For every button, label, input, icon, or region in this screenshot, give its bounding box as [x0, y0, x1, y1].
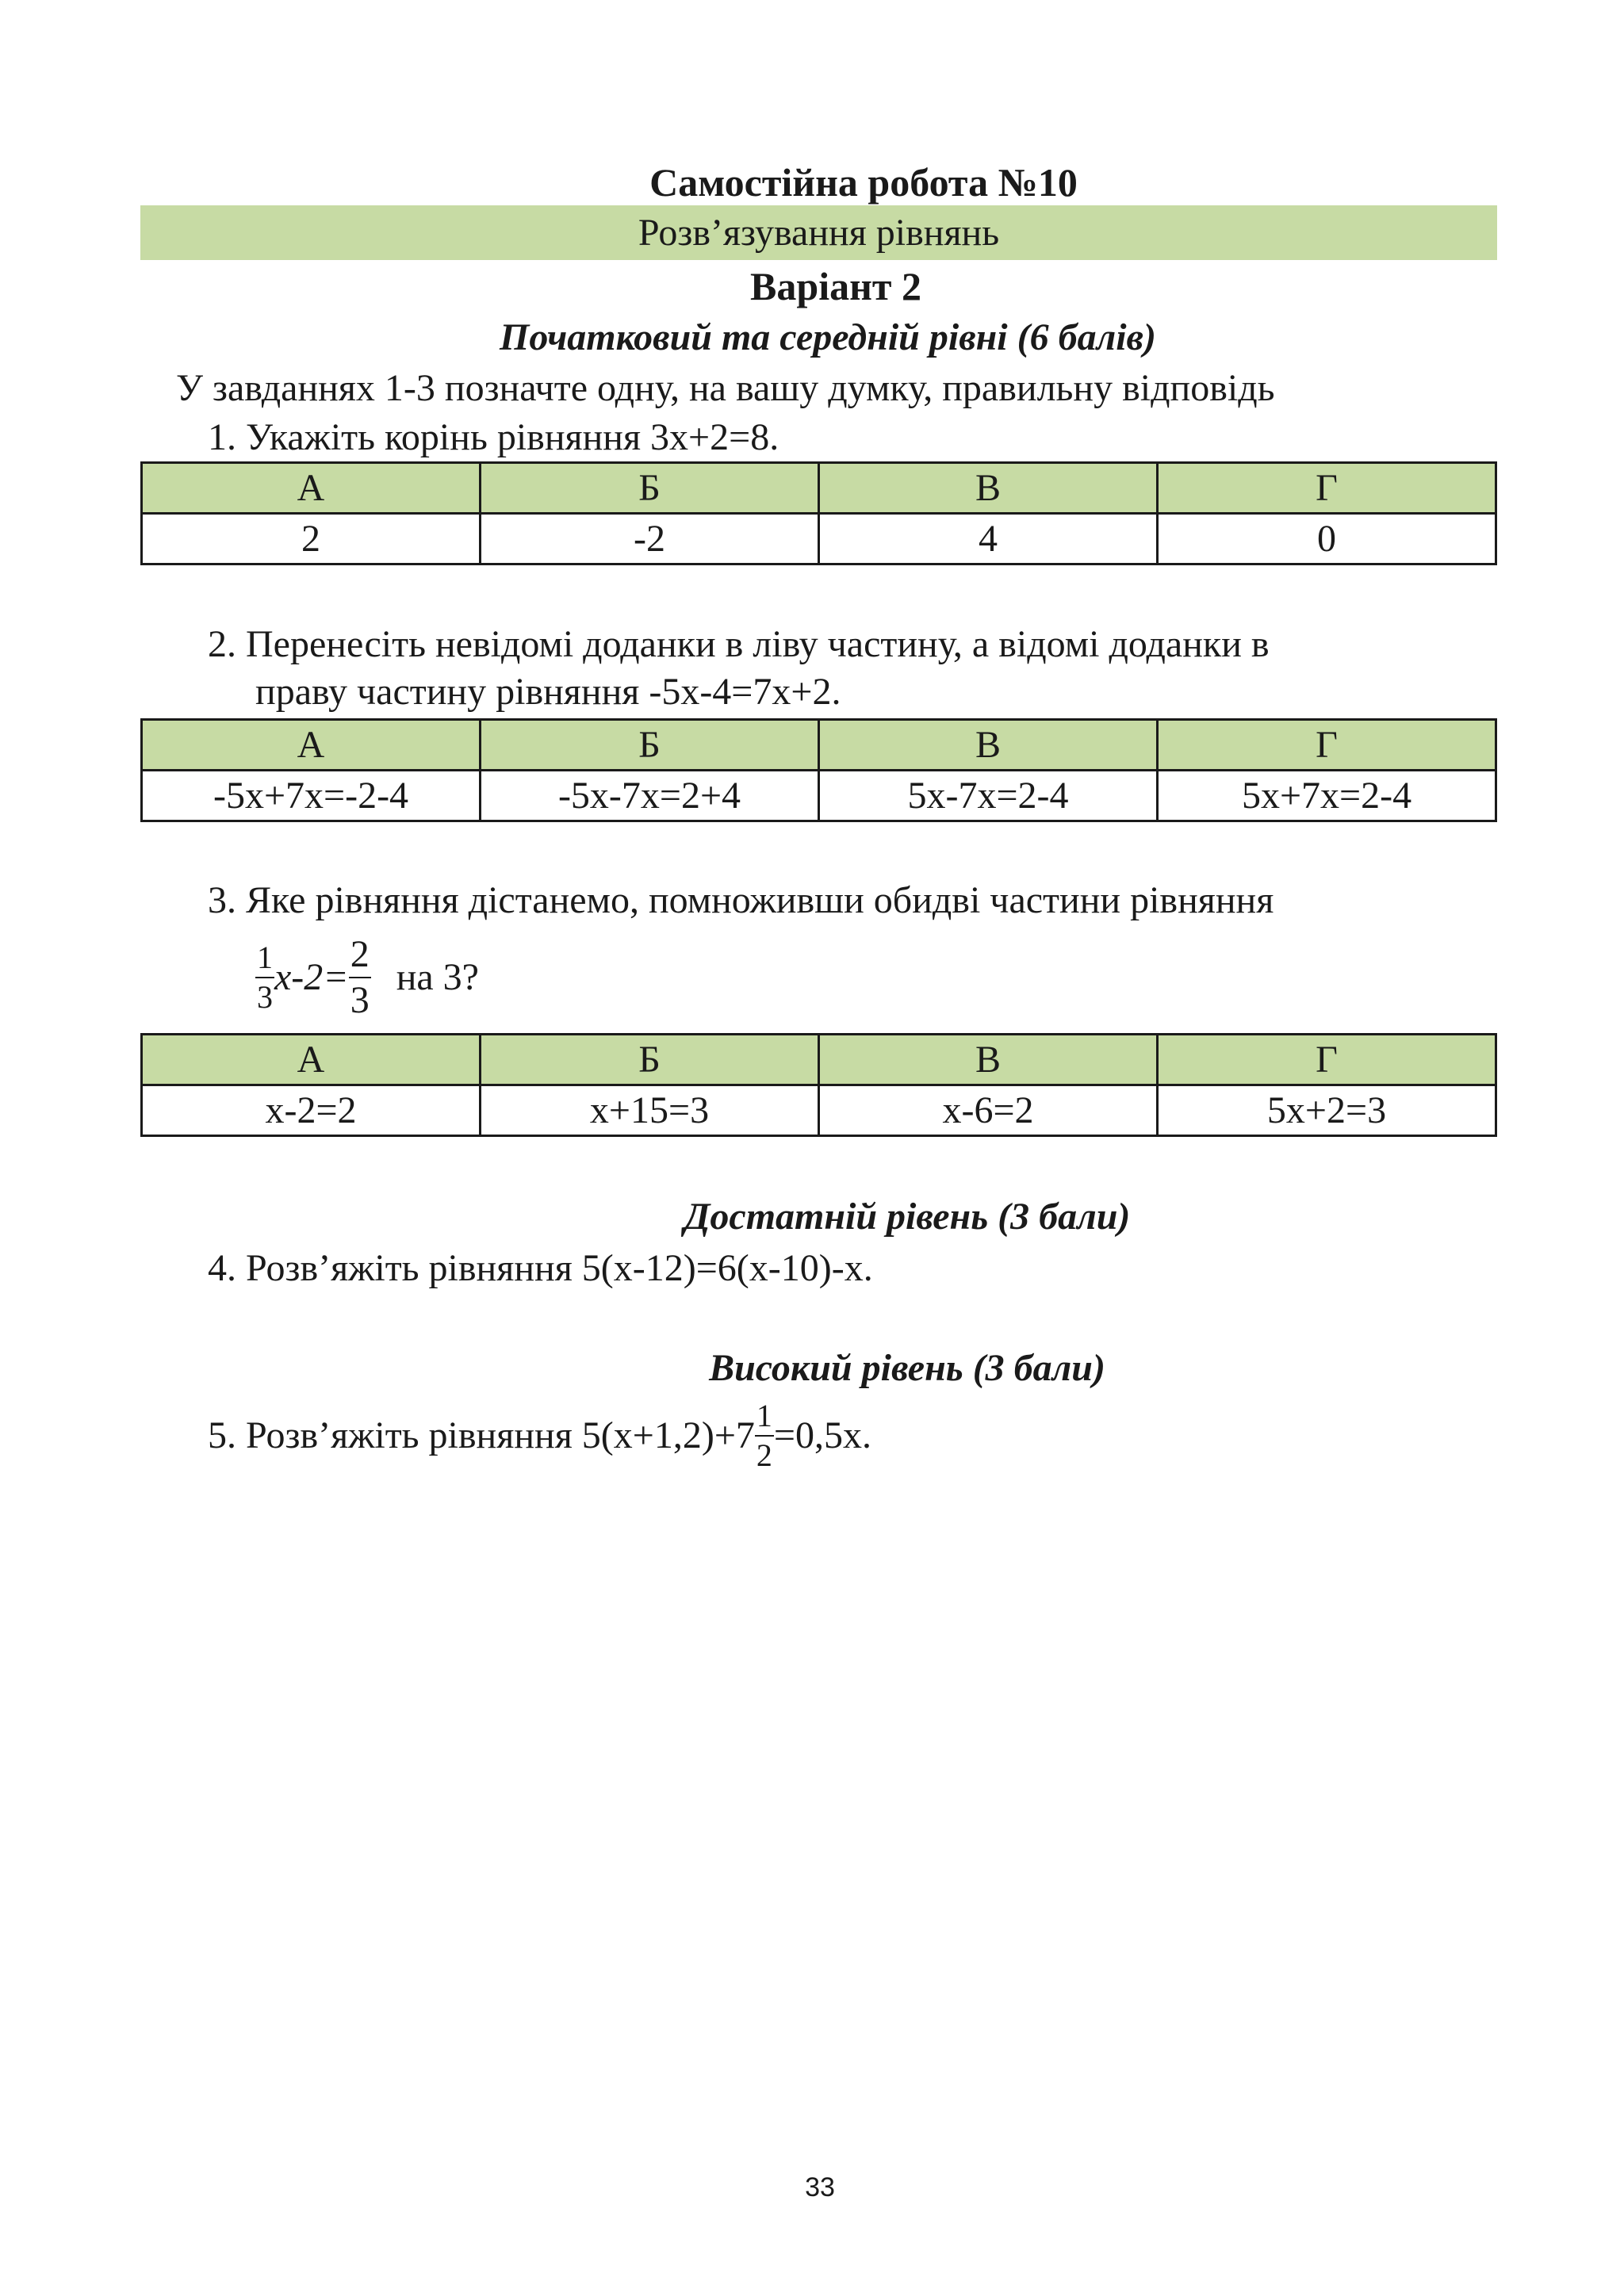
option-value[interactable]: -5x-7x=2+4 — [481, 771, 819, 821]
question-text: Укажіть корінь рівняння 3x+2=8. — [246, 416, 779, 458]
question-number: 1. — [208, 416, 236, 458]
option-letter[interactable]: Г — [1158, 1035, 1496, 1085]
page-number: 33 — [805, 2172, 835, 2202]
option-letter[interactable]: А — [142, 720, 481, 771]
topic-banner: Розв’язування рівнянь — [140, 205, 1497, 260]
option-letter[interactable]: А — [142, 463, 481, 514]
question-number: 2. — [208, 623, 236, 665]
question-number: 4. — [208, 1247, 236, 1289]
question-5 — [208, 1400, 871, 1471]
question-text: Розв’яжіть рівняння 5(x+1,2)+7 — [246, 1414, 755, 1456]
option-letter[interactable]: В — [819, 720, 1158, 771]
option-letter[interactable]: Г — [1158, 463, 1496, 514]
question-2 — [208, 620, 1270, 669]
option-value[interactable]: -2 — [481, 514, 819, 564]
option-value[interactable]: 5x-7x=2-4 — [819, 771, 1158, 821]
answer-table-q3 — [140, 1033, 1497, 1137]
option-letter[interactable]: Б — [481, 1035, 819, 1085]
option-value[interactable]: x-2=2 — [142, 1085, 481, 1136]
fraction: $\frac{1}{2}$ — [756, 1398, 772, 1473]
question-number: 3. — [208, 879, 236, 921]
option-value[interactable]: x-6=2 — [819, 1085, 1158, 1136]
option-value[interactable]: 0 — [1158, 514, 1496, 564]
option-value[interactable]: 2 — [142, 514, 481, 564]
equation-part: x-2= — [274, 956, 349, 998]
instructions-text: У завданнях 1-3 позначте одну, на вашу думку, правильну відповідь — [176, 367, 1275, 409]
question-text: Розв’яжіть рівняння 5(x-12)=6(x-10)-x. — [246, 1247, 873, 1289]
equation-tail: =0,5x. — [773, 1414, 871, 1456]
level-sufficient-heading: Достатній рівень (3 бали) — [684, 1196, 1131, 1238]
fraction: $\frac{2}{3}$ — [350, 933, 370, 1021]
option-value[interactable]: x+15=3 — [481, 1085, 819, 1136]
option-letter[interactable]: Б — [481, 720, 819, 771]
option-value[interactable]: 4 — [819, 514, 1158, 564]
worksheet-title: Самостійна робота №10 — [649, 160, 1078, 205]
option-letter[interactable]: В — [819, 463, 1158, 514]
question-3 — [208, 876, 1274, 925]
option-letter[interactable]: А — [142, 1035, 481, 1085]
option-letter[interactable]: Б — [481, 463, 819, 514]
option-value[interactable]: -5x+7x=-2-4 — [142, 771, 481, 821]
question-4 — [208, 1244, 873, 1293]
level-high-heading: Високий рівень (3 бали) — [709, 1347, 1105, 1389]
answer-table-q2 — [140, 718, 1497, 822]
level-basic-heading: Початковий та середній рівні (6 балів) — [500, 316, 1156, 358]
option-value[interactable]: 5x+2=3 — [1158, 1085, 1496, 1136]
question-number: 5. — [208, 1414, 236, 1456]
question-text-line1: Перенесіть невідомі доданки в ліву частину, а відомі доданки в — [246, 623, 1270, 665]
option-value[interactable]: 5x+7x=2-4 — [1158, 771, 1496, 821]
question-text-line2: праву частину рівняння -5x-4=7x+2. — [255, 671, 841, 713]
question-3-equation — [255, 933, 479, 1021]
question-text-line1: Яке рівняння дістанемо, помноживши обидві частини рівняння — [246, 879, 1274, 921]
option-letter[interactable]: Г — [1158, 720, 1496, 771]
question-1 — [208, 413, 779, 462]
option-letter[interactable]: В — [819, 1035, 1158, 1085]
fraction: $\frac{1}{3}$ — [257, 939, 273, 1015]
answer-table-q1 — [140, 461, 1497, 565]
variant-heading: Варіант 2 — [750, 264, 921, 308]
equation-tail: на 3? — [396, 956, 479, 998]
